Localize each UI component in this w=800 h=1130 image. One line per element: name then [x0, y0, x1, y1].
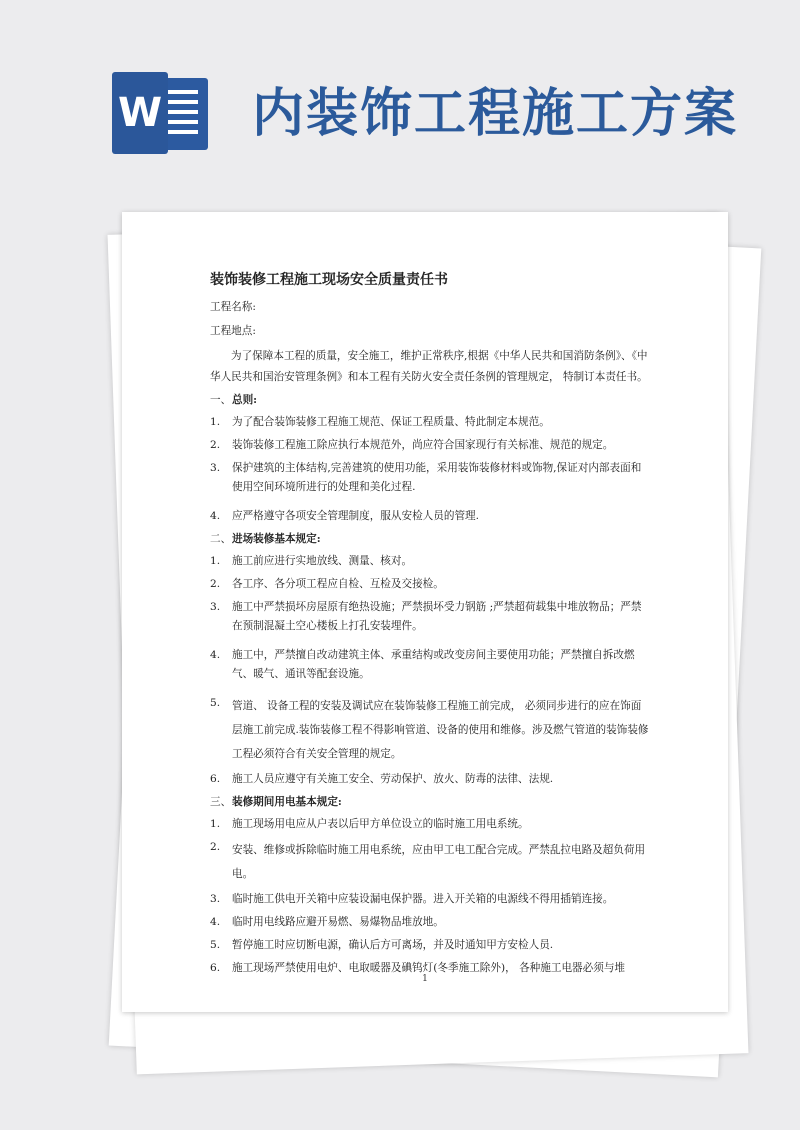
list-item: [210, 413, 650, 432]
list-item: [210, 913, 650, 932]
intro-paragraph: 为了保障本工程的质量，安全施工，维护正常秩序,根据《中华人民共和国消防条例》、《中华人民共和国治安管理条例》和本工程有关防火安全责任条例的管理规定， 特制订本责任书。: [210, 350, 648, 383]
item-text: 为了配合装饰装修工程施工规范、保证工程质量、特此制定本规范。: [232, 416, 550, 428]
list-item: [210, 598, 650, 636]
list-item: [210, 694, 650, 766]
document-page: [122, 212, 728, 1012]
word-icon-letter: W: [112, 72, 168, 154]
section-number: 二、: [210, 533, 232, 545]
document-body: [210, 268, 650, 982]
item-text: 施工前应进行实地放线、测量、核对。: [232, 555, 413, 567]
item-number: 5.: [210, 939, 221, 951]
document-title: 装饰装修工程施工现场安全质量责任书: [210, 272, 448, 288]
item-text: 应严格遵守各项安全管理制度，服从安检人员的管理.: [232, 510, 480, 522]
list-item: [210, 890, 650, 909]
item-number: 3.: [210, 893, 221, 905]
word-app-icon: [112, 72, 212, 154]
list-item: [210, 770, 650, 789]
project-name-field: 工程名称:: [210, 301, 256, 313]
list-item: [210, 838, 650, 886]
item-number: 4.: [210, 916, 221, 928]
section-number: 一、: [210, 394, 232, 406]
item-text: 施工中严禁损坏房屋原有绝热设施；严禁损坏受力钢筋 ;严禁超荷载集中堆放物品；严禁在预制混凝土空心楼板上打孔安装埋件。: [232, 601, 642, 632]
item-number: 2.: [210, 841, 221, 853]
section-title: 进场装修基本规定:: [232, 533, 321, 545]
list-item: [210, 436, 650, 455]
item-number: 2.: [210, 439, 221, 451]
list-item: [210, 646, 650, 684]
item-text: 施工现场用电应从户表以后甲方单位设立的临时施工用电系统。: [232, 818, 529, 830]
list-item: [210, 936, 650, 955]
section-heading: [210, 793, 650, 812]
item-number: 5.: [210, 697, 221, 709]
section-number: 三、: [210, 796, 232, 808]
item-text: 施工中，严禁擅自改动建筑主体、承重结构或改变房间主要使用功能；严禁擅自拆改燃气、暖气、通讯等配套设施。: [232, 649, 635, 680]
list-item: [210, 507, 650, 526]
banner-title: 内装饰工程施工方案: [252, 83, 739, 144]
item-number: 4.: [210, 510, 221, 522]
section-title: 装修期间用电基本规定:: [232, 796, 342, 808]
item-text: 各工序、各分项工程应自检、互检及交接检。: [232, 578, 444, 590]
list-item: [210, 552, 650, 571]
item-text: 施工人员应遵守有关施工安全、劳动保护、放火、防毒的法律、法规.: [232, 773, 554, 785]
section-title: 总则:: [232, 394, 258, 406]
item-text: 装饰装修工程施工除应执行本规范外，尚应符合国家现行有关标准、规范的规定。: [232, 439, 614, 451]
item-number: 2.: [210, 578, 221, 590]
item-text: 管道、 设备工程的安装及调试应在装饰装修工程施工前完成， 必须同步进行的应在饰面层施工前完成.装饰装修工程不得影响管道、设备的使用和维修。涉及燃气管道的装饰装修工程必须符合有关安全管理的规定。: [232, 700, 649, 760]
item-text: 临时施工供电开关箱中应装设漏电保护器。进入开关箱的电源线不得用插销连接。: [232, 893, 614, 905]
list-item: [210, 575, 650, 594]
item-text: 保护建筑的主体结构,完善建筑的使用功能，采用装饰装修材料或饰物,保证对内部表面和使用空间环境所进行的处理和美化过程.: [232, 462, 642, 493]
project-location-field: 工程地点:: [210, 325, 256, 337]
item-number: 1.: [210, 818, 221, 830]
item-number: 1.: [210, 555, 221, 567]
item-text: 临时用电线路应避开易燃、易爆物品堆放地。: [232, 916, 444, 928]
item-number: 6.: [210, 962, 221, 974]
item-text: 安装、维修或拆除临时施工用电系统，应由甲工电工配合完成。严禁乱拉电路及超负荷用电。: [232, 844, 646, 880]
section-heading: [210, 530, 650, 549]
item-number: 6.: [210, 773, 221, 785]
item-number: 3.: [210, 462, 221, 474]
item-number: 1.: [210, 416, 221, 428]
item-number: 3.: [210, 601, 221, 613]
section-heading: [210, 391, 650, 410]
page-number: 1: [422, 974, 428, 984]
list-item: [210, 459, 650, 497]
item-number: 4.: [210, 649, 221, 661]
list-item: [210, 815, 650, 834]
item-text: 施工现场严禁使用电炉、电取暖器及碘钨灯(冬季施工除外)， 各种施工电器必须与堆: [232, 962, 626, 974]
item-text: 暂停施工时应切断电源，确认后方可离场，并及时通知甲方安检人员.: [232, 939, 554, 951]
